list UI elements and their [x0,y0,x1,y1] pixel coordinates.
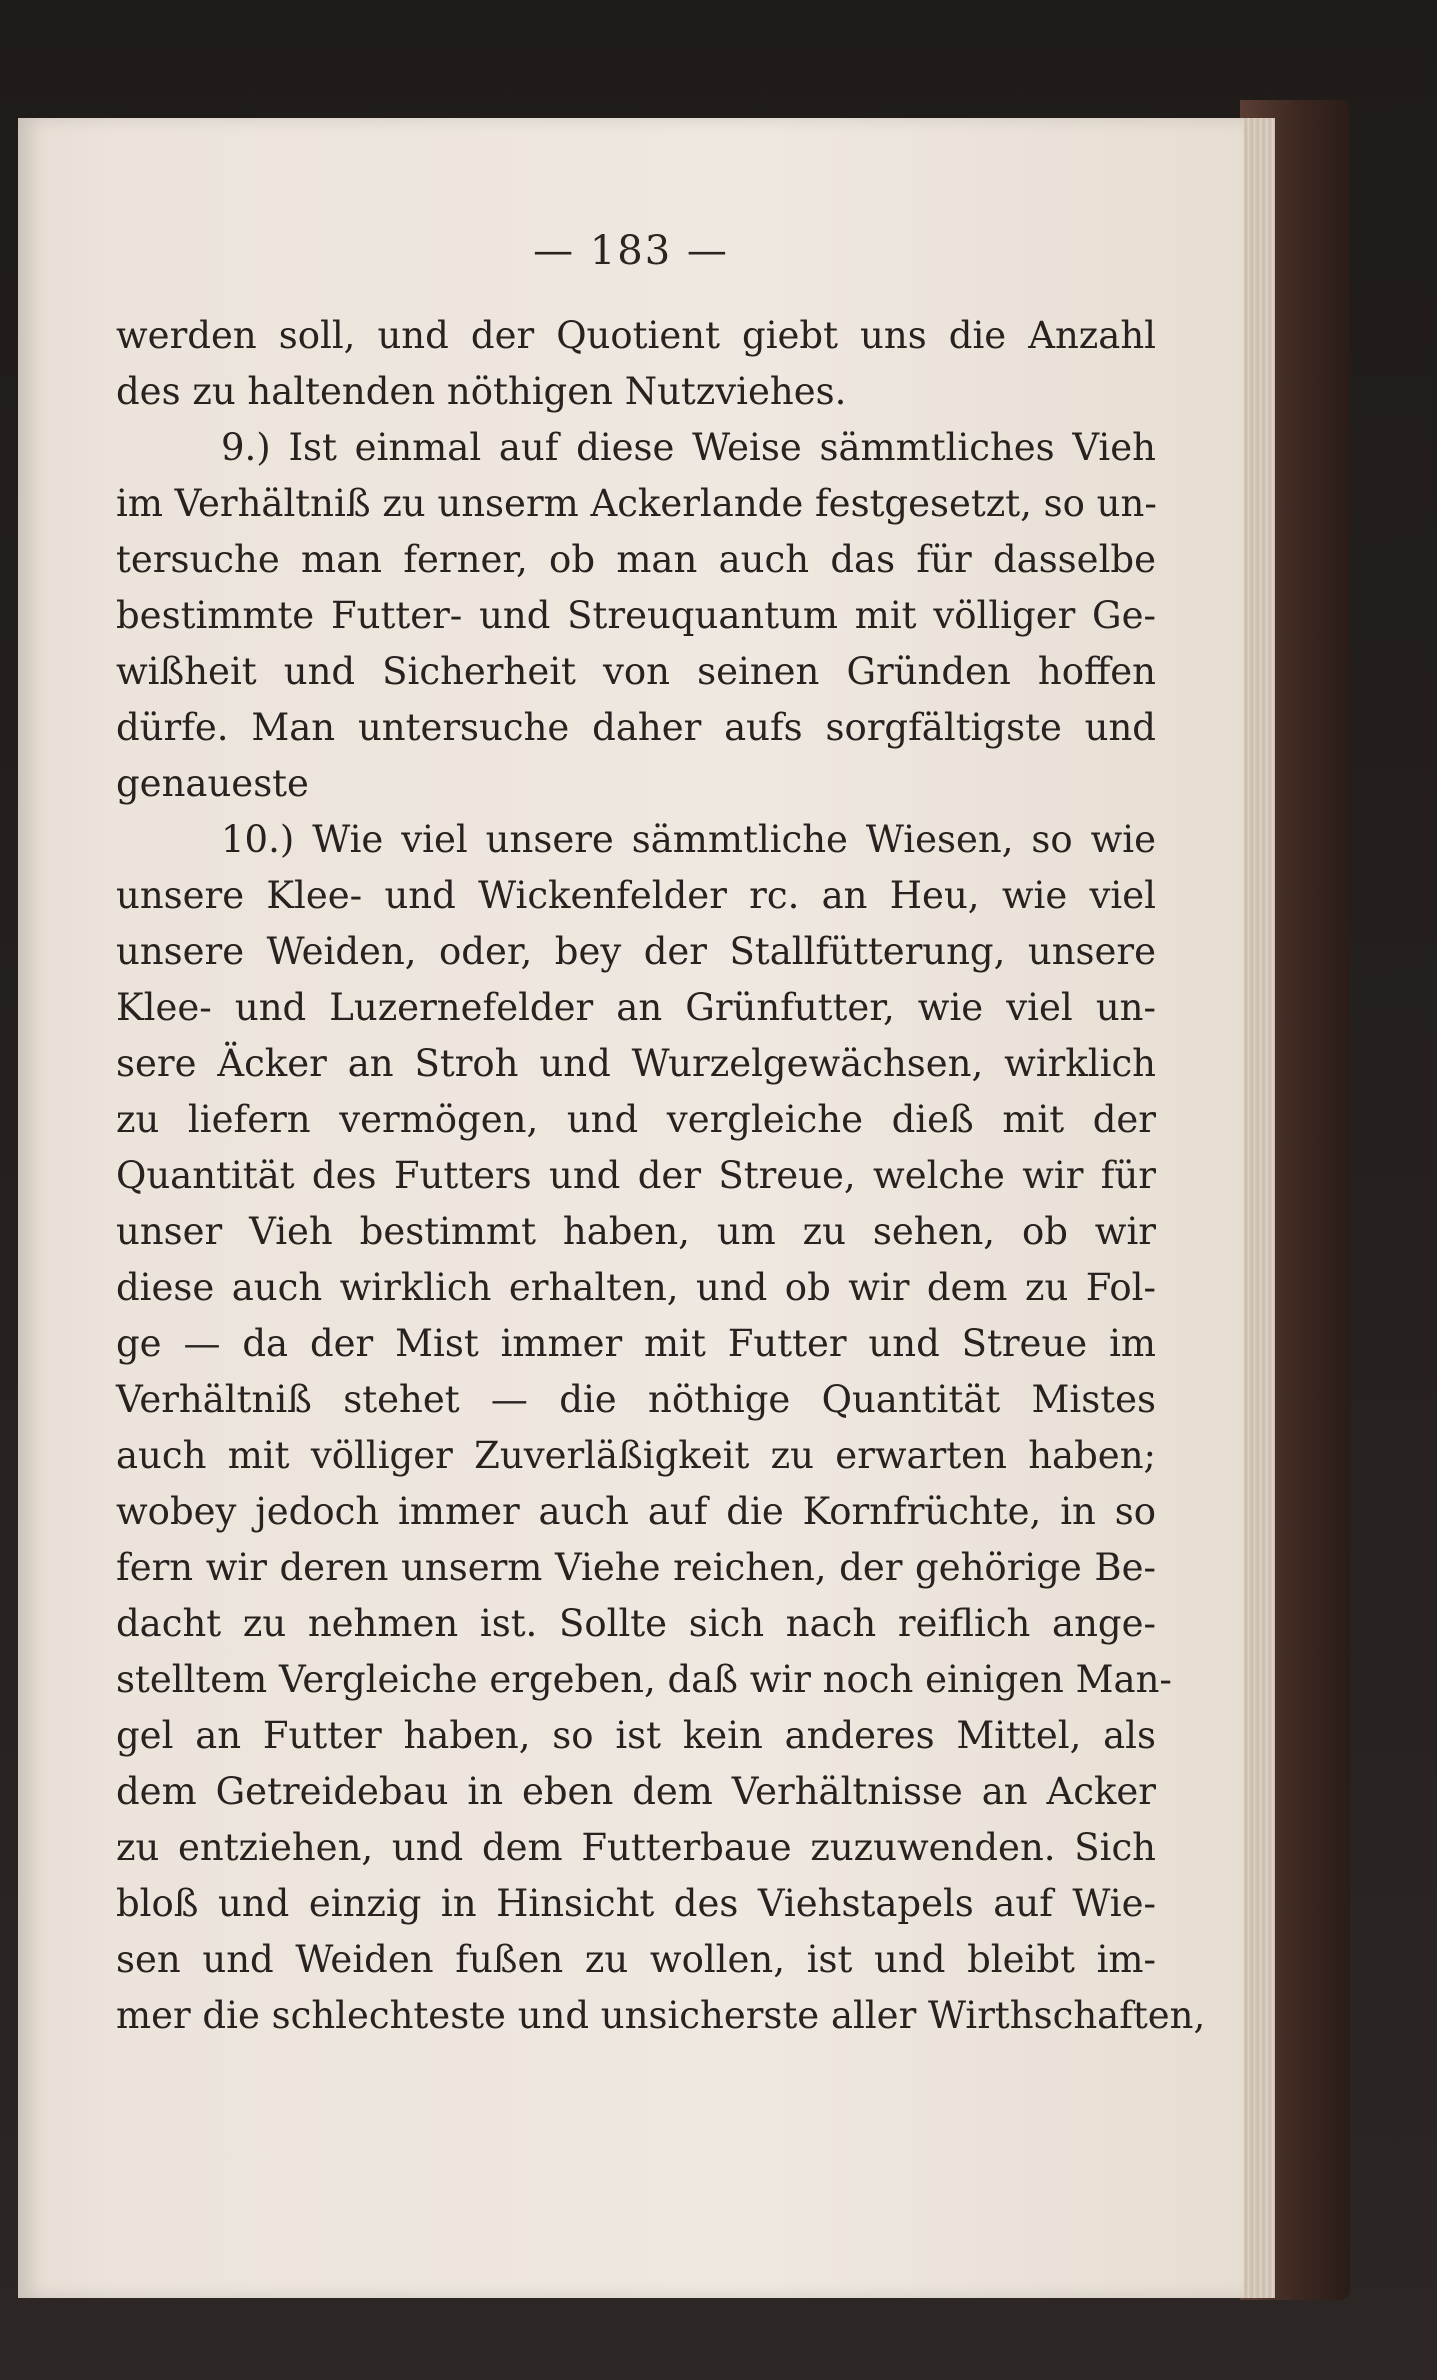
text-line: Quantität des Futters und der Streue, welche wir für [116,1154,1156,1197]
text-line: mer die schlechteste und unsicherste aller Wirthschaften, [116,1994,1206,2037]
text-line: dem Getreidebau in eben dem Verhältnisse an Acker [116,1770,1156,1813]
text-line: tersuche man ferner, ob man auch das für dasselbe [116,538,1156,581]
text-line: wobey jedoch immer auch auf die Kornfrüchte, in so [116,1490,1156,1533]
text-line: unsere Klee- und Wickenfelder rc. an Heu, wie viel [116,874,1156,917]
text-line: unsere Weiden, oder, bey der Stallfütterung, unsere [116,930,1156,973]
text-line: bloß und einzig in Hinsicht des Viehstapels auf Wie- [116,1882,1156,1925]
text-line: bestimmte Futter- und Streuquantum mit völliger Ge- [116,594,1156,637]
text-line: 10.) Wie viel unsere sämmtliche Wiesen, so wie [221,818,1156,861]
text-line: des zu haltenden nöthigen Nutzviehes. [116,370,847,413]
page-number: — 183 — [533,228,729,274]
text-line: sen und Weiden fußen zu wollen, ist und bleibt im- [116,1938,1156,1981]
text-line: zu liefern vermögen, und vergleiche dieß mit der [116,1098,1156,1141]
body-text [116,308,1206,2044]
text-line: unser Vieh bestimmt haben, um zu sehen, ob wir [116,1210,1156,1253]
book-page [18,118,1244,2298]
text-line: 9.) Ist einmal auf diese Weise sämmtliches Vieh [221,426,1156,469]
text-line: zu entziehen, und dem Futterbaue zuzuwenden. Sich [116,1826,1156,1869]
text-line: dacht zu nehmen ist. Sollte sich nach reiflich ange- [116,1602,1156,1645]
text-line: gel an Futter haben, so ist kein anderes Mittel, als [116,1714,1156,1757]
text-line: ge — da der Mist immer mit Futter und Streue im [116,1322,1156,1365]
text-line: genaueste [116,762,309,805]
text-line: Klee- und Luzernefelder an Grünfutter, wie viel un- [116,986,1156,1029]
text-line: diese auch wirklich erhalten, und ob wir dem zu Fol- [116,1266,1156,1309]
text-line: im Verhältniß zu unserm Ackerlande festgesetzt, so un- [116,482,1157,525]
text-line: sere Äcker an Stroh und Wurzelgewächsen, wirklich [116,1042,1156,1085]
text-line: auch mit völliger Zuverläßigkeit zu erwarten haben; [116,1434,1156,1477]
text-line: wißheit und Sicherheit von seinen Gründen hoffen [116,650,1156,693]
text-line: dürfe. Man untersuche daher aufs sorgfältigste und [116,706,1156,749]
text-line: fern wir deren unserm Viehe reichen, der gehörige Be- [116,1546,1156,1589]
text-line: stelltem Vergleiche ergeben, daß wir noch einigen Man- [116,1658,1172,1701]
text-line: werden soll, und der Quotient giebt uns die Anzahl [116,314,1156,357]
text-line: Verhältniß stehet — die nöthige Quantität Mistes [116,1378,1156,1421]
